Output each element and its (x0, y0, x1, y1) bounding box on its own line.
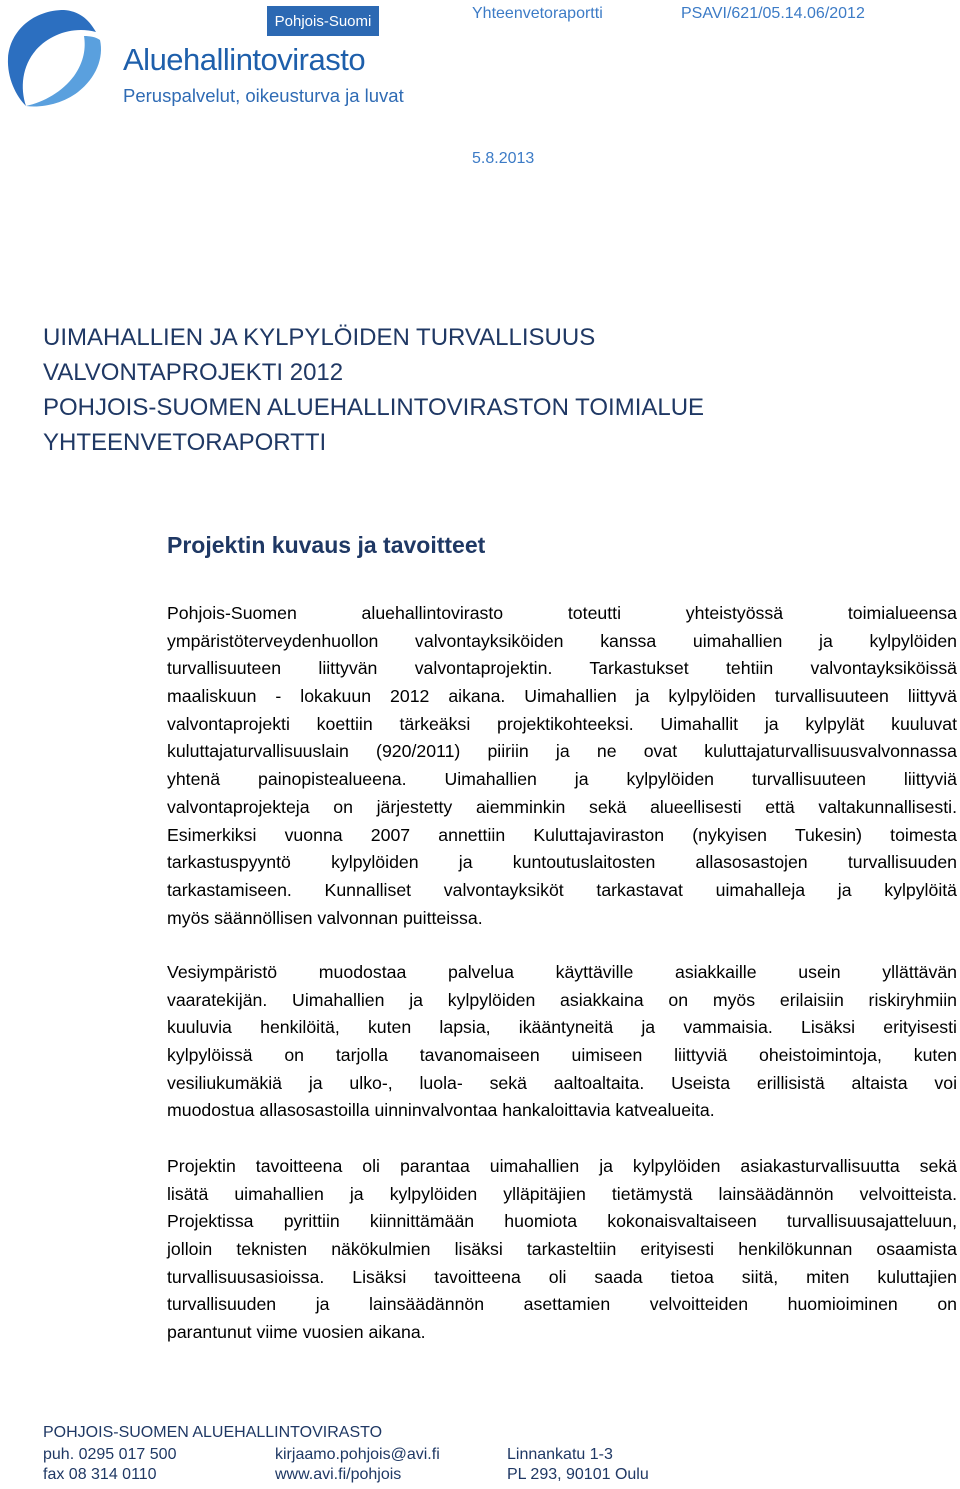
paragraph-line: valvontaprojekteja on järjestetty aiemminkin sekä alueellisesti että valtakunnallisesti. (167, 796, 957, 817)
paragraph-line: Vesiympäristö muodostaa palvelua käyttäville asiakkaille usein yllättävän (167, 962, 957, 982)
paragraph-line: kuuluvia henkilöitä, kuten lapsia, ikääntyneitä ja vammaisia. Lisäksi erityisesti (167, 1017, 957, 1038)
footer-fax: fax 08 314 0110 (43, 1466, 157, 1483)
title-line: VALVONTAPROJEKTI 2012 (43, 359, 344, 386)
footer-phone: puh. 0295 017 500 (43, 1446, 177, 1463)
paragraph-line: vaaratekijän. Uimahallien ja kylpylöiden asiakkaina on myös erilaisiin riskiryhmiin (167, 989, 957, 1010)
paragraph-line: kuluttajaturvallisuuslain (920/2011) piiriin ja ne ovat kuluttajaturvallisuusvalvonnassa (167, 741, 957, 762)
paragraph-line: kylpylöissä on tarjolla tavanomaiseen uimiseen liittyviä oheistoimintoja, kuten (167, 1045, 957, 1066)
paragraph-line: valvontaprojekti koettiin tärkeäksi projektikohteeksi. Uimahallit ja kylpylät kuuluvat (167, 713, 957, 734)
paragraph-line: Projektin tavoitteena oli parantaa uimahallien ja kylpylöiden asiakasturvallisuutta sekä (167, 1156, 957, 1176)
paragraph-line: vesiliukumäkiä ja ulko-, luola- sekä aaltoaltaita. Useista erillisistä altaista voi (167, 1072, 957, 1093)
title-line: UIMAHALLIEN JA KYLPYLÖIDEN TURVALLISUUS (43, 324, 596, 351)
paragraph-line: turvallisuuden ja lainsäädännön asettamien velvoitteiden huomioiminen on (167, 1294, 957, 1315)
agency-tagline: Peruspalvelut, oikeusturva ja luvat (123, 85, 404, 106)
paragraph-line: turvallisuusasioissa. Lisäksi tavoitteena oli saada tietoa siitä, miten kuluttajien (167, 1266, 957, 1287)
paragraph-line: parantunut viime vuosien aikana. (167, 1322, 426, 1343)
footer-postal: PL 293, 90101 Oulu (507, 1466, 649, 1483)
agency-name: Aluehallintovirasto (123, 42, 366, 77)
paragraph-line: muodostua allasosastoilla uinninvalvontaa hankaloittavia katvealueita. (167, 1100, 715, 1121)
paragraph-line: Pohjois-Suomen aluehallintovirasto toteutti yhteistyössä toimialueensa (167, 603, 957, 623)
document-date: 5.8.2013 (472, 150, 535, 167)
document-number: PSAVI/621/05.14.06/2012 (681, 5, 865, 22)
document-type: Yhteenvetoraportti (472, 5, 603, 22)
footer-web-link[interactable]: www.avi.fi/pohjois (275, 1466, 402, 1483)
paragraph-line: tarkastamiseen. Kunnalliset valvontayksiköt tarkastavat uimahalleja ja kylpylöitä (167, 879, 957, 900)
title-line: YHTEENVETORAPORTTI (43, 429, 327, 456)
paragraph-line: Esimerkiksi vuonna 2007 annettiin Kuluttajaviraston (nykyisen Tukesin) toimesta (167, 824, 957, 845)
paragraph (167, 1153, 957, 1347)
paragraph-line: ympäristöterveydenhuollon valvontayksiköiden kanssa uimahallien ja kylpylöiden (167, 630, 957, 651)
title-line: POHJOIS-SUOMEN ALUEHALLINTOVIRASTON TOIMIALUE (43, 394, 705, 421)
paragraph-line: myös säännöllisen valvonnan puitteissa. (167, 907, 483, 928)
footer-street: Linnankatu 1-3 (507, 1446, 613, 1463)
paragraph (167, 600, 957, 932)
section-heading: Projektin kuvaus ja tavoitteet (167, 532, 486, 558)
paragraph-line: tarkastuspyyntö kylpylöiden ja kuntoutuslaitosten allasosastojen turvallisuuden (167, 852, 957, 873)
footer-org: POHJOIS-SUOMEN ALUEHALLINTOVIRASTO (43, 1424, 383, 1441)
paragraph-line: maaliskuun - lokakuun 2012 aikana. Uimahallien ja kylpylöiden turvallisuuteen liittyvä (167, 686, 957, 707)
report-title (43, 320, 704, 460)
footer-email-link[interactable]: kirjaamo.pohjois@avi.fi (275, 1446, 440, 1463)
paragraph-line: Projektissa pyrittiin kiinnittämään huomiota kokonaisvaltaiseen turvallisuusajatteluun, (167, 1211, 957, 1232)
paragraph-line: yhtenä painopistealueena. Uimahallien ja kylpylöiden turvallisuuteen liittyviä (167, 769, 957, 790)
paragraph (167, 959, 957, 1125)
region-badge: Pohjois-Suomi (267, 6, 379, 36)
paragraph-line: turvallisuuteen liittyvän valvontaprojektin. Tarkastukset tehtiin valvontayksiköissä (167, 658, 957, 679)
agency-logo-mark-icon (4, 6, 114, 110)
paragraph-line: jolloin teknisten näkökulmien lisäksi tarkasteltiin erityisesti henkilökunnan osaamista (167, 1239, 957, 1260)
paragraph-line: lisätä uimahallien ja kylpylöiden ylläpitäjien tietämystä lainsäädännön velvoitteista. (167, 1183, 957, 1204)
